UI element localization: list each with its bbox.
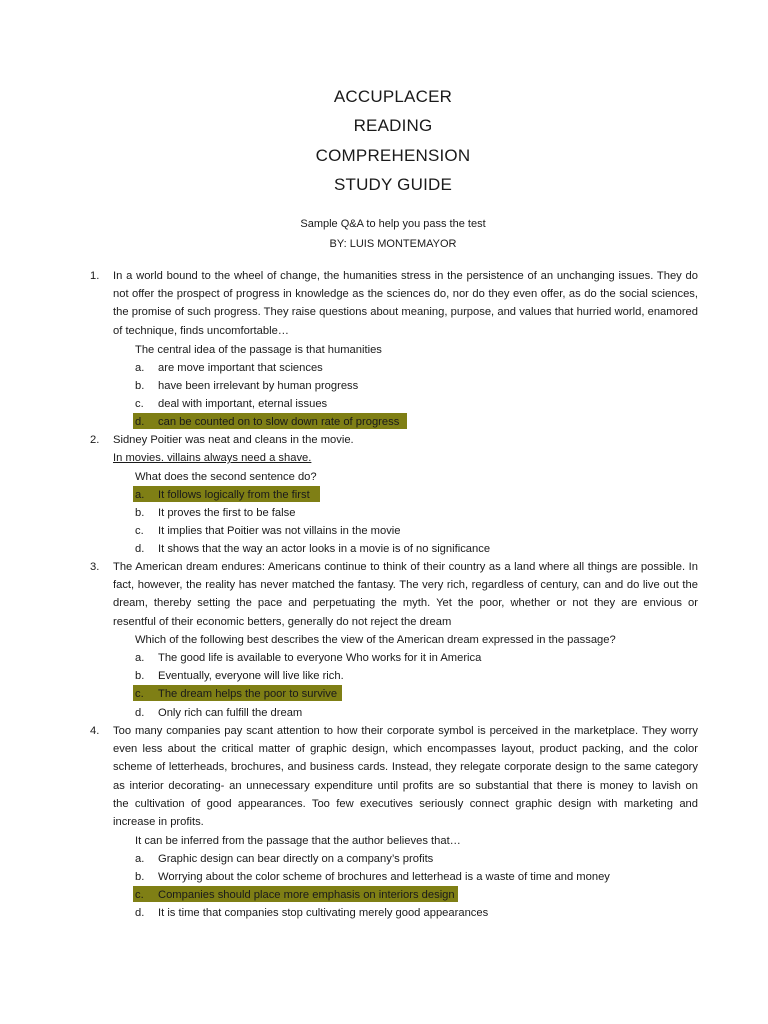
option-text: are move important that sciences (158, 362, 323, 374)
passage-line: of technique, finds uncomfortable… (113, 324, 289, 337)
option-text: The dream helps the poor to survive (158, 688, 338, 700)
answer-option[interactable] (135, 522, 401, 540)
question-number: 3. (90, 561, 100, 573)
question-stem: It can be inferred from the passage that the author believes that… (135, 835, 461, 847)
option-letter: b. (135, 670, 145, 682)
question-stem: What does the second sentence do? (135, 471, 317, 483)
passage-line: not offer the prospect of progress in knowledge as the sciences do, nor do they even offer, as do the social sciences, (113, 288, 698, 301)
question-number: 2. (90, 434, 100, 446)
answer-option-highlighted[interactable] (135, 486, 310, 504)
option-letter: d. (135, 907, 145, 919)
answer-option[interactable] (135, 377, 358, 395)
option-text: Eventually, everyone will live like rich. (158, 670, 344, 682)
option-text: It shows that the way an actor looks in a movie is of no significance (158, 543, 491, 555)
option-letter: b. (135, 380, 145, 392)
option-text: deal with important, eternal issues (158, 398, 328, 410)
passage-line: Sidney Poitier was neat and cleans in the movie. (113, 434, 354, 446)
option-letter: a. (135, 652, 145, 664)
option-letter: c. (135, 688, 144, 700)
passage-line: the promise of such progress. They raise questions about meaning, purpose, and values that hurried world, enamored (113, 306, 698, 319)
question-stem: The central idea of the passage is that humanities (135, 344, 382, 356)
answer-option[interactable] (135, 504, 295, 522)
option-text: Companies should place more emphasis on interiors design (158, 889, 455, 901)
document-title (0, 82, 768, 199)
option-text: Graphic design can bear directly on a company’s profits (158, 853, 434, 865)
passage-line: The American dream endures: Americans continue to think of their country as a land where all things are possible. In (113, 561, 698, 573)
option-text: Worrying about the color scheme of brochures and letterhead is a waste of time and money (158, 871, 610, 883)
option-text: Only rich can fulfill the dream (158, 707, 303, 719)
option-letter: b. (135, 871, 145, 883)
answer-option[interactable] (135, 704, 302, 722)
option-letter: d. (135, 416, 145, 428)
option-text: have been irrelevant by human progress (158, 380, 359, 392)
title-line: ACCUPLACER (333, 87, 453, 106)
option-letter: c. (135, 889, 144, 901)
answer-option[interactable] (135, 904, 488, 922)
title-line: READING (353, 116, 433, 136)
option-text: It implies that Poitier was not villains in the movie (158, 525, 401, 537)
passage-line: as interior decorating- an unnecessary expenditure until profits are so substantial that there is money to lavish on (113, 779, 698, 792)
answer-option-highlighted[interactable] (135, 413, 399, 431)
passage-line: even less about the critical matter of graphic design, which encompasses layout, product packing, and the color (113, 743, 698, 756)
option-letter: d. (135, 707, 145, 719)
passage-line: dream, thereby setting the pace and perpetuating the myth. Yet the poor, whether or not they are envious or (113, 597, 698, 610)
passage-line: increase in profits. (113, 815, 204, 828)
option-text: It follows logically from the first (158, 489, 310, 501)
option-letter: a. (135, 853, 145, 865)
author: BY: LUIS MONTEMAYOR (329, 238, 457, 250)
answer-option-highlighted[interactable] (135, 886, 455, 904)
passage-line: In movies. villains always need a shave. (113, 452, 312, 465)
passage-line: resentful of their economic betters, generally do not reject the dream (113, 615, 452, 628)
answer-option[interactable] (135, 649, 481, 667)
answer-option[interactable] (135, 850, 433, 868)
option-letter: d. (135, 543, 145, 555)
answer-option[interactable] (135, 395, 327, 413)
question-stem: Which of the following best describes the view of the American dream expressed in the passage? (135, 634, 616, 646)
question-number: 1. (90, 270, 100, 282)
title-line: STUDY GUIDE (333, 174, 453, 194)
answer-option[interactable] (135, 868, 610, 886)
passage-line: In a world bound to the wheel of change, the humanities stress in the persistence of an unchanging issues. They do (113, 270, 698, 282)
passage-line: fact, however, the reality has never matched the fantasy. The very rich, regardless of century, can and do live out the (113, 579, 698, 592)
answer-option[interactable] (135, 359, 323, 377)
subtitle: Sample Q&A to help you pass the test (300, 218, 486, 230)
option-letter: c. (135, 525, 144, 537)
option-letter: b. (135, 507, 145, 519)
answer-option[interactable] (135, 540, 490, 558)
question-number: 4. (90, 725, 100, 737)
answer-option-highlighted[interactable] (135, 685, 337, 703)
passage-line: the cultivation of good appearances. Too few executives seriously connect graphic design with marketing and (113, 797, 698, 810)
option-letter: a. (135, 362, 145, 374)
answer-option[interactable] (135, 667, 344, 685)
option-text: The good life is available to everyone Who works for it in America (158, 652, 482, 664)
option-text: It proves the first to be false (158, 507, 296, 519)
passage-line: scheme of letterheads, brochures, and business cards. Instead, they relegate corporate design to the same category (113, 761, 698, 774)
question-passage (113, 431, 698, 467)
title-line: COMPREHENSION (315, 145, 471, 165)
option-text: can be counted on to slow down rate of progress (158, 416, 400, 428)
question-passage (113, 558, 698, 631)
passage-line: Too many companies pay scant attention to how their corporate symbol is perceived in the marketplace. They worry (113, 725, 698, 737)
option-letter: c. (135, 398, 144, 410)
question-passage (113, 267, 698, 340)
question-passage (113, 722, 698, 831)
option-letter: a. (135, 489, 145, 501)
document-subtitle-block (0, 214, 768, 254)
option-text: It is time that companies stop cultivating merely good appearances (158, 907, 489, 919)
